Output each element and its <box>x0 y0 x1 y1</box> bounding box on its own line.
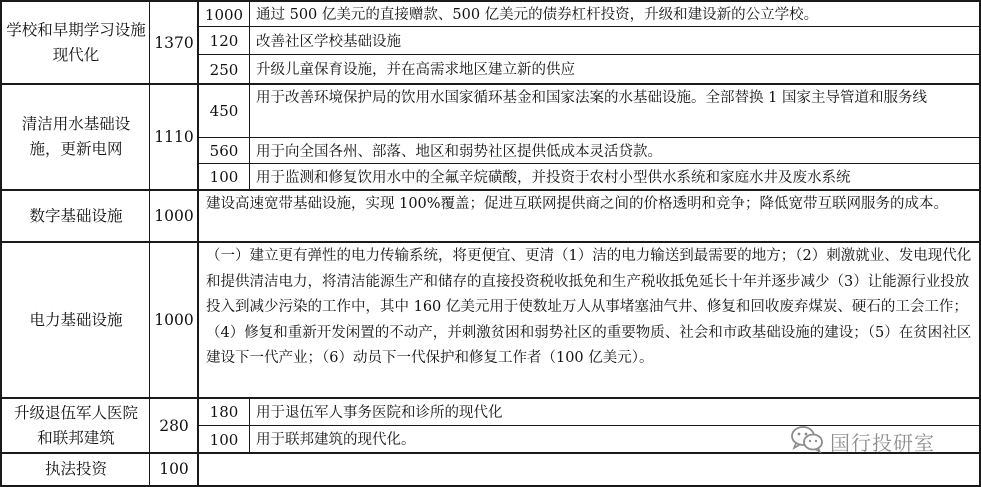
grid-line <box>0 241 981 243</box>
description-text: 升级儿童保育设施，并在高需求地区建立新的供应 <box>256 62 575 78</box>
amount-value: 450 <box>209 102 239 120</box>
category-cell <box>2 84 150 190</box>
grid-line <box>0 397 981 399</box>
description-cell <box>198 242 979 398</box>
amount-value: 250 <box>209 60 239 79</box>
total-value: 280 <box>159 416 189 435</box>
total-cell <box>150 2 198 84</box>
description-text: 通过 500 亿美元的直接赠款、500 亿美元的债券杠杆投资，升级和建设新的公立学校。 <box>256 7 819 23</box>
description-text: 用于联邦建筑的现代化。 <box>256 432 416 448</box>
category-text: 学校和早期学习设施现代化 <box>6 21 146 64</box>
grid-line <box>0 83 981 85</box>
description-cell <box>250 2 979 27</box>
description-text: 用于向全国各州、部落、地区和弱势社区提供低成本灵活贷款。 <box>256 143 662 160</box>
description-cell <box>250 426 790 453</box>
amount-cell <box>198 55 250 84</box>
grid-line <box>197 26 981 27</box>
category-text: 数字基础设施 <box>29 206 123 225</box>
amount-value: 560 <box>209 142 239 160</box>
total-value: 100 <box>159 460 189 478</box>
wechat-icon <box>790 425 824 457</box>
grid-line <box>0 0 981 2</box>
description-cell <box>250 138 979 164</box>
amount-cell <box>198 84 250 138</box>
grid-line <box>0 189 981 191</box>
description-cell <box>198 453 979 485</box>
description-cell <box>250 84 979 138</box>
category-cell <box>2 242 150 398</box>
total-cell <box>150 398 198 453</box>
grid-line <box>0 0 2 487</box>
description-text: 建设高速宽带基础设施，实现 100%覆盖；促进互联网提供商之间的价格透明和竞争；降低宽带互联网服务的成本。 <box>206 196 949 212</box>
amount-cell <box>198 138 250 164</box>
amount-cell <box>198 27 250 55</box>
category-text: 升级退伍军人医院和联邦建筑 <box>13 403 138 447</box>
description-cell <box>198 190 979 242</box>
amount-value: 180 <box>209 403 239 421</box>
category-cell <box>2 2 150 84</box>
description-cell <box>250 164 979 190</box>
grid-line <box>197 54 981 55</box>
description-text: 用于退伍军人事务医院和诊所的现代化 <box>256 404 503 421</box>
grid-line <box>197 137 981 138</box>
total-cell <box>150 84 198 190</box>
total-value: 1000 <box>154 207 194 225</box>
category-text: 清洁用水基础设施，更新电网 <box>21 115 131 158</box>
description-cell <box>250 55 979 84</box>
category-text: 电力基础设施 <box>29 310 123 329</box>
grid-line <box>197 0 199 487</box>
amount-value: 100 <box>209 168 239 186</box>
total-value: 1000 <box>154 311 194 329</box>
description-cell <box>250 27 979 55</box>
category-cell <box>2 398 150 453</box>
grid-line <box>249 0 250 190</box>
total-cell <box>150 190 198 242</box>
description-text: 用于改善环境保护局的饮用水国家循环基金和国家法案的水基础设施。全部替换 1 国家主导管道和服务线 <box>256 90 927 106</box>
grid-line <box>249 398 250 453</box>
category-cell <box>2 453 150 485</box>
category-cell <box>2 190 150 242</box>
amount-value: 120 <box>209 32 239 50</box>
description-text: 改善社区学校基础设施 <box>256 33 401 50</box>
total-value: 1110 <box>154 128 194 146</box>
amount-cell <box>198 2 250 27</box>
total-cell <box>150 242 198 398</box>
amount-value: 1000 <box>204 5 244 24</box>
amount-value: 100 <box>209 430 239 449</box>
description-cell <box>250 398 979 426</box>
category-text: 执法投资 <box>44 459 107 478</box>
amount-cell <box>198 398 250 426</box>
amount-cell <box>198 164 250 190</box>
description-text: （一）建立更有弹性的电力传输系统，将更便宜、更清（1）洁的电力输送到最需要的地方；（2）刺激就业、发电现代化和提供清洁电力，将清洁能源生产和储存的直接投资税收抵免和生产税收抵免延长十年并逐步减少（3）让能源行业投放投入到减少污染的工作中，其中 160 亿美元用于使数址万人从事堵塞油气井、修复和回收废弃煤炭、硬石的工会工作；（4）修复和重新开发闲置的不动产，并刺激贫困和弱势社区的重要物质、社会和市政基础设施的建设；（5）在贫困社区建设下一代产业；（6）动员下一代保护和修复工作者（100 亿美元）。 <box>206 248 972 366</box>
total-cell <box>150 453 198 485</box>
description-text: 用于监测和修复饮用水中的全氟辛烷磺酸，并投资于农村小型供水系统和家庭水井及废水系统 <box>256 169 851 186</box>
amount-cell <box>198 426 250 453</box>
grid-line <box>149 0 150 487</box>
total-value: 1370 <box>154 34 194 52</box>
watermark <box>790 425 970 457</box>
grid-line <box>197 163 981 164</box>
watermark-text: 国行投研室 <box>830 430 935 455</box>
